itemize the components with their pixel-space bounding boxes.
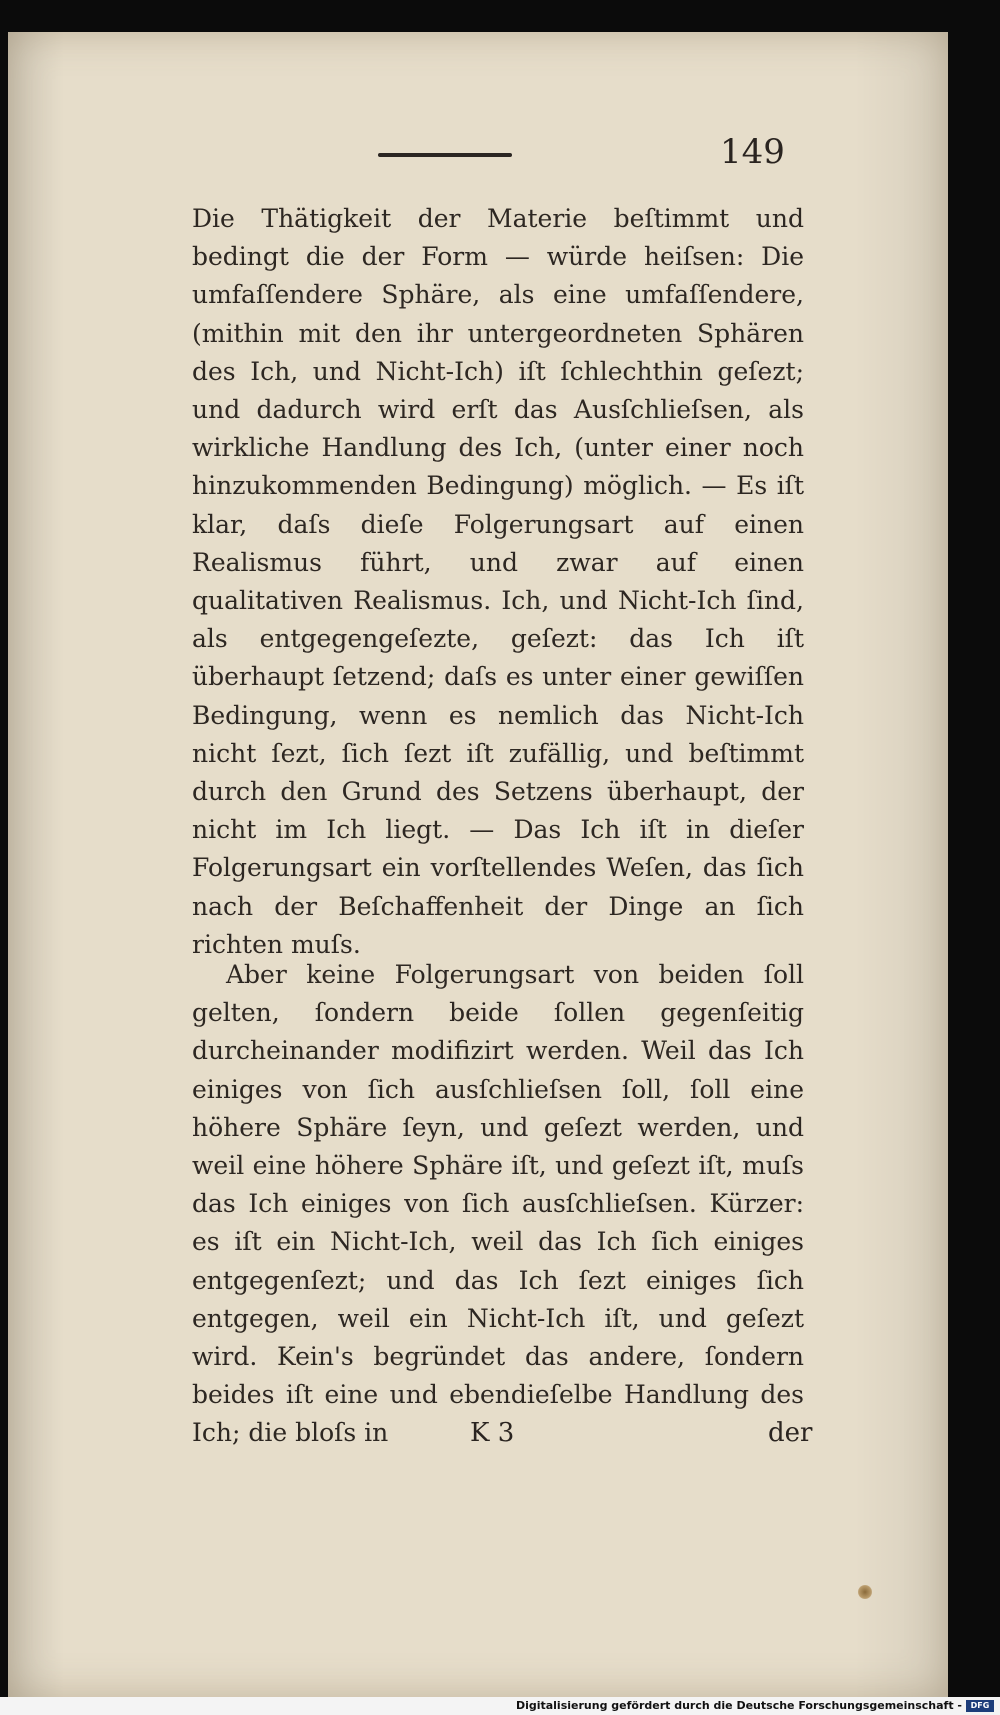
catchword: der (768, 1418, 813, 1448)
signature-mark: K 3 (470, 1418, 515, 1448)
paper-stain (858, 1585, 872, 1599)
footer-credit: Digitalisierung gefördert durch die Deutsche Forschungsgemeinschaft - (515, 1699, 962, 1712)
paragraph-2: Aber keine Folgerungsart von beiden ſoll gelten, ſondern beide ſollen gegenſeitig durcheinander modifizirt werden. Weil das Ich einiges von ſich ausſchlieſsen ſoll, ſoll eine höhere Sphäre ſeyn, und geſezt werden, und weil eine höhere Sphäre iſt, und geſezt iſt, muſs das Ich einiges von ſich ausſchlieſsen. Kürzer: es iſt ein Nicht-Ich, weil das Ich ſich einiges entgegenſezt; und das Ich ſezt einiges ſich entgegen, weil ein Nicht-Ich iſt, und geſezt wird. Kein's begründet das andere, ſondern beides iſt eine und ebendieſelbe Handlung des Ich; die bloſs in (192, 960, 804, 1448)
dfg-logo-icon: DFG (966, 1700, 994, 1712)
page-number: 149 (720, 132, 785, 172)
header-rule (378, 153, 512, 157)
paragraph-1: Die Thätigkeit der Materie beſtimmt und bedingt die der Form — würde heiſsen: Die umfaſſendere Sphäre, als eine umfaſſendere, (mithin mit den ihr untergeordneten Sphären des Ich, und Nicht-Ich) iſt ſchlechthin geſezt; und dadurch wird erſt das Ausſchlieſsen, als wirkliche Handlung des Ich, (unter einer noch hinzukommenden Bedingung) möglich. — Es iſt klar, daſs dieſe Folgerungsart auf einen Realismus führt, und zwar auf einen qualitativen Realismus. Ich, und Nicht-Ich ſind, als entgegengeſezte, geſezt: das Ich iſt überhaupt ſetzend; daſs es unter einer gewiſſen Bedingung, wenn es nemlich das Nicht-Ich nicht ſezt, ſich ſezt iſt zufällig, und beſtimmt durch den Grund des Setzens überhaupt, der nicht im Ich liegt. — Das Ich iſt in dieſer Folgerungsart ein vorſtellendes Weſen, das ſich nach der Beſchaffenheit der Dinge an ſich richten muſs. (192, 204, 804, 959)
